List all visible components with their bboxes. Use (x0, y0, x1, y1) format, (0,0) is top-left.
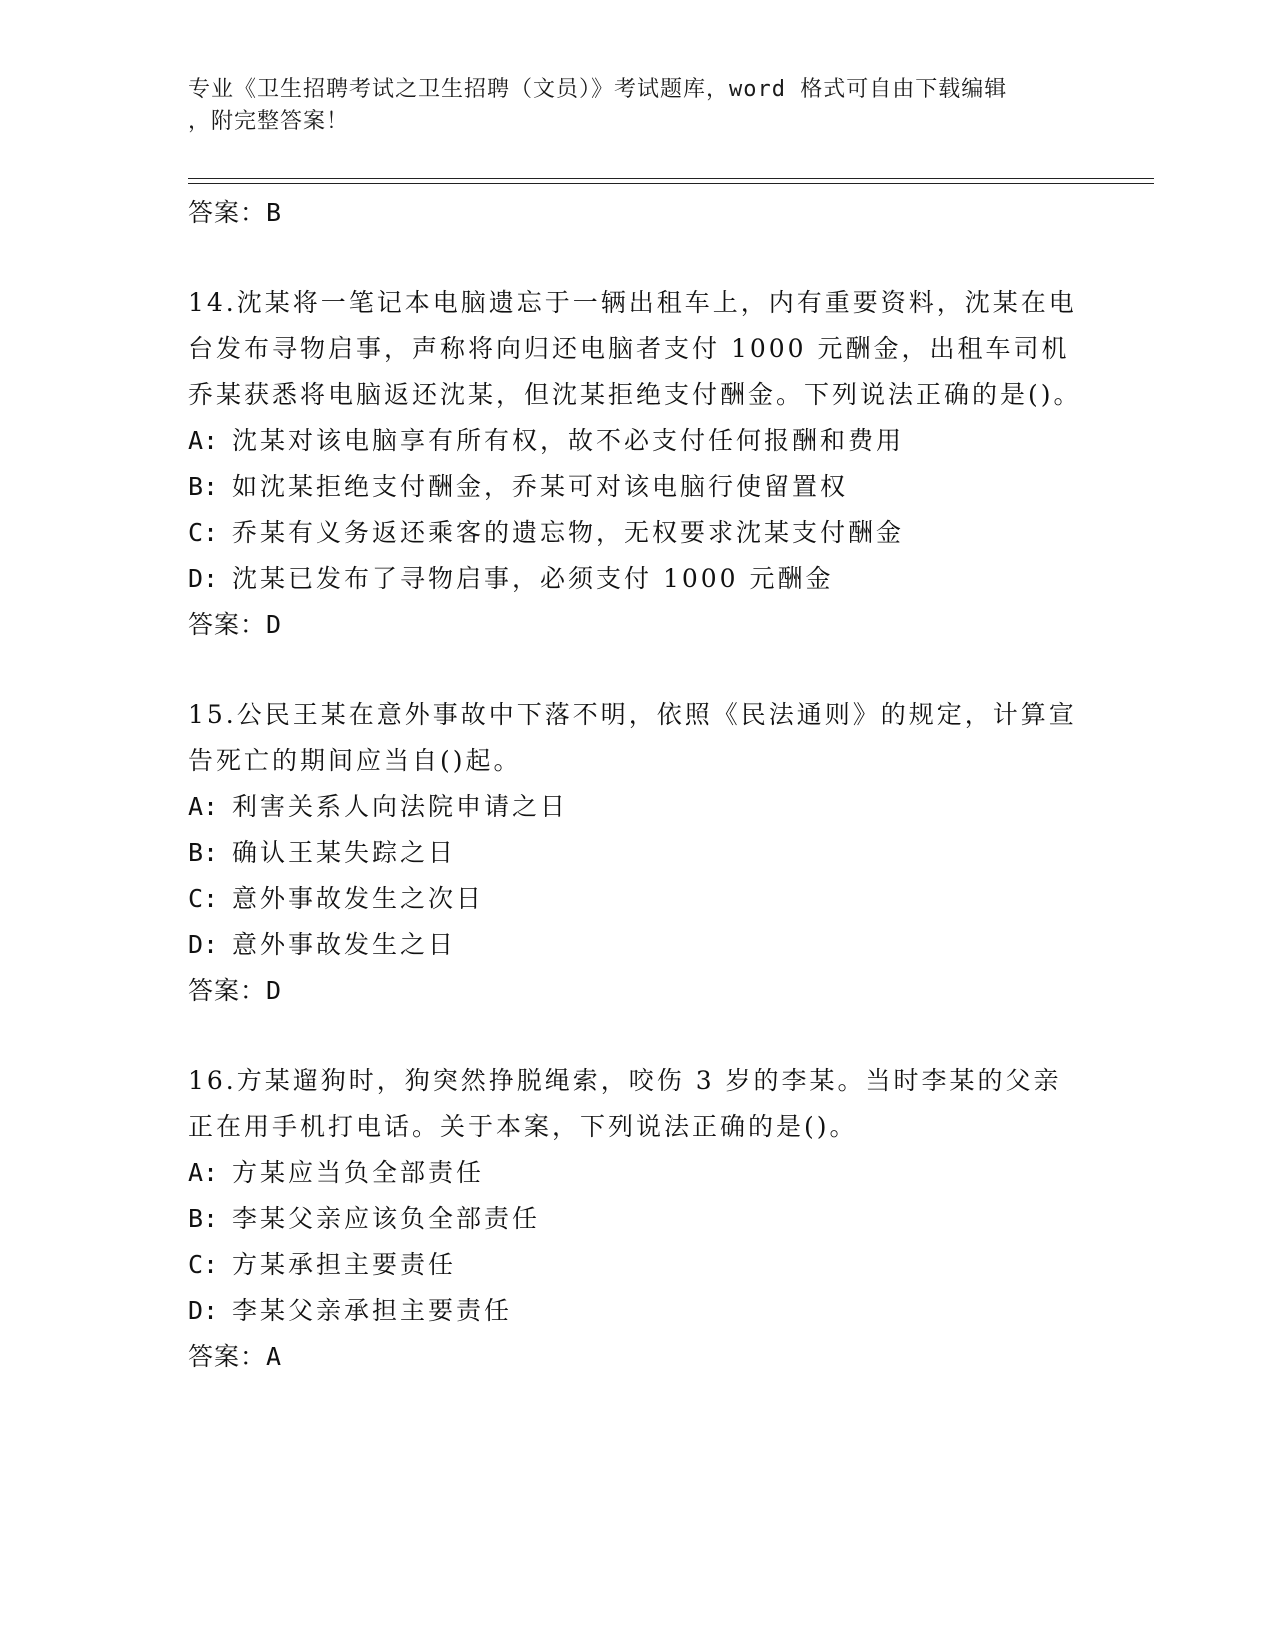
option-text: 意外事故发生之日 (232, 930, 457, 959)
option-text: 方某应当负全部责任 (232, 1158, 485, 1187)
option-text: 李某父亲应该负全部责任 (232, 1204, 541, 1233)
option-text: 李某父亲承担主要责任 (232, 1296, 513, 1325)
option-d (188, 556, 1088, 602)
option-text: 方某承担主要责任 (232, 1250, 457, 1279)
option-text: 意外事故发生之次日 (232, 884, 485, 913)
option-text: 沈某已发布了寻物启事，必须支付 1000 元酬金 (232, 564, 834, 593)
question-list (188, 190, 1088, 1380)
header-rule-bottom (188, 183, 1154, 184)
option-key: A: (188, 792, 219, 821)
option-key: C: (188, 884, 219, 913)
answer-letter: D (266, 610, 283, 639)
question-block-14 (188, 280, 1088, 648)
option-text: 乔某有义务返还乘客的遗忘物，无权要求沈某支付酬金 (232, 518, 905, 547)
option-a (188, 1150, 1088, 1196)
option-key: D: (188, 564, 219, 593)
option-key: A: (188, 426, 219, 455)
option-key: B: (188, 472, 219, 501)
option-key: A: (188, 1158, 219, 1187)
question-block-15 (188, 692, 1088, 1014)
answer-line (188, 968, 1088, 1014)
answer-letter: B (266, 198, 283, 227)
option-d (188, 922, 1088, 968)
option-text: 利害关系人向法院申请之日 (232, 792, 569, 821)
option-c (188, 510, 1088, 556)
option-key: B: (188, 838, 219, 867)
question-block-16 (188, 1058, 1088, 1380)
answer-label: 答案： (188, 198, 267, 227)
option-text: 如沈某拒绝支付酬金，乔某可对该电脑行使留置权 (232, 472, 849, 501)
option-b (188, 464, 1088, 510)
option-a (188, 784, 1088, 830)
option-a (188, 418, 1088, 464)
option-c (188, 1242, 1088, 1288)
header-rule-top (188, 178, 1154, 179)
spacer (188, 1014, 1088, 1058)
question-text: 16.方某遛狗时，狗突然挣脱绳索，咬伤 3 岁的李某。当时李某的父亲正在用手机打电话。关于本案，下列说法正确的是()。 (188, 1066, 1062, 1141)
spacer (188, 236, 1088, 280)
option-c (188, 876, 1088, 922)
question-text: 15.公民王某在意外事故中下落不明，依照《民法通则》的规定，计算宣告死亡的期间应当自()起。 (188, 700, 1077, 775)
option-b (188, 1196, 1088, 1242)
option-text: 沈某对该电脑享有所有权，故不必支付任何报酬和费用 (232, 426, 905, 455)
option-key: C: (188, 1250, 219, 1279)
answer-letter: A (266, 1342, 283, 1371)
answer-label: 答案： (188, 610, 267, 639)
answer-label: 答案： (188, 1342, 267, 1371)
page-header (188, 74, 1068, 138)
option-key: D: (188, 1296, 219, 1325)
answer-letter: D (266, 976, 283, 1005)
answer-line (188, 602, 1088, 648)
option-key: B: (188, 1204, 219, 1233)
answer-line (188, 1334, 1088, 1380)
option-key: D: (188, 930, 219, 959)
answer-label: 答案： (188, 976, 267, 1005)
option-d (188, 1288, 1088, 1334)
option-key: C: (188, 518, 219, 547)
option-b (188, 830, 1088, 876)
spacer (188, 648, 1088, 692)
previous-answer (188, 190, 1088, 236)
header-line-1: 专业《卫生招聘考试之卫生招聘（文员）》考试题库，word 格式可自由下载编辑 (188, 77, 1008, 102)
header-line-2: ，附完整答案！ (188, 109, 350, 134)
option-text: 确认王某失踪之日 (232, 838, 457, 867)
question-text: 14.沈某将一笔记本电脑遗忘于一辆出租车上，内有重要资料，沈某在电台发布寻物启事，声称将向归还电脑者支付 1000 元酬金，出租车司机乔某获悉将电脑返还沈某，但沈某拒绝支付酬金。下列说法正确的是()。 (188, 288, 1082, 409)
